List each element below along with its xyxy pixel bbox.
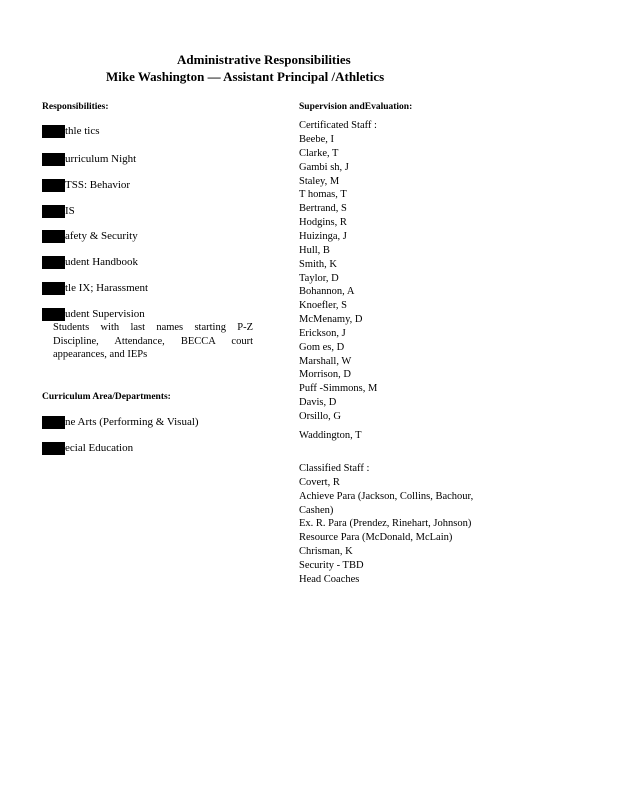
staff-entry: Knoefler, S	[299, 300, 347, 312]
responsibilities-heading: Responsibilities:	[42, 102, 109, 112]
classified-staff-label: Classified Staff :	[299, 463, 370, 474]
staff-entry: Taylor, D	[299, 272, 339, 284]
responsibility-item: udent Handbook	[42, 256, 138, 269]
staff-entry: Ex. R. Para (Prendez, Rinehart, Johnson)	[299, 518, 472, 530]
document-title-line2: Mike Washington — Assistant Principal /Athletics	[106, 69, 385, 84]
staff-entry: Covert, R	[299, 477, 340, 488]
responsibility-item: afety & Security	[42, 230, 138, 243]
supervision-note: Students with last names starting P-Z Discipline, Attendance, BECCA court appearances, and IEPs	[53, 322, 253, 360]
redaction-bar	[42, 230, 65, 243]
responsibility-item: thle tics	[42, 125, 100, 138]
staff-entry: Morrison, D	[299, 369, 351, 381]
responsibility-item: IS	[42, 205, 75, 218]
staff-entry: Puff -Simmons, M	[299, 383, 378, 395]
redaction-bar	[42, 308, 65, 321]
staff-entry: Hodgins, R	[299, 217, 347, 229]
redaction-bar	[42, 125, 65, 138]
staff-entry: Orsillo, G	[299, 411, 341, 422]
staff-entry: Marshall, W	[299, 355, 352, 367]
staff-entry: Chrisman, K	[299, 546, 353, 557]
curriculum-item: ne Arts (Performing & Visual)	[42, 416, 199, 429]
staff-entry: Waddington, T	[299, 430, 362, 441]
staff-entry: Bohannon, A	[299, 286, 355, 298]
staff-entry: T homas, T	[299, 189, 347, 201]
staff-entry: Achieve Para (Jackson, Collins, Bachour,	[299, 490, 474, 502]
certificated-staff-label: Certificated Staff :	[299, 120, 377, 131]
redaction-bar	[42, 179, 65, 192]
staff-entry: Beebe, I	[299, 134, 334, 145]
responsibility-item: udent Supervision	[42, 308, 145, 321]
staff-entry: Gom es, D	[299, 341, 345, 353]
responsibility-item: urriculum Night	[42, 153, 136, 166]
staff-entry: Davis, D	[299, 397, 337, 409]
redaction-bar	[42, 205, 65, 218]
curriculum-heading: Curriculum Area/Departments:	[42, 392, 171, 402]
staff-entry: Smith, K	[299, 258, 337, 270]
document-title-line1: Administrative Responsibilities	[177, 52, 351, 67]
staff-entry: Staley, M	[299, 175, 340, 187]
staff-entry: Resource Para (McDonald, McLain)	[299, 532, 453, 544]
redaction-bar	[42, 416, 65, 429]
staff-entry: Bertrand, S	[299, 203, 347, 215]
staff-entry: Head Coaches	[299, 573, 360, 585]
supervision-heading: Supervision andEvaluation:	[299, 102, 413, 112]
staff-entry: Erickson, J	[299, 327, 346, 339]
staff-entry: Clarke, T	[299, 147, 339, 159]
redaction-bar	[42, 282, 65, 295]
redaction-bar	[42, 256, 65, 269]
staff-entry: McMenamy, D	[299, 314, 363, 326]
staff-entry: Hull, B	[299, 244, 330, 256]
staff-entry: Security - TBD	[299, 559, 364, 571]
staff-entry: Cashen)	[299, 504, 334, 516]
curriculum-item: ecial Education	[42, 442, 133, 455]
staff-entry: Gambi sh, J	[299, 161, 349, 173]
redaction-bar	[42, 153, 65, 166]
responsibility-item: TSS: Behavior	[42, 179, 130, 192]
responsibility-item: tle IX; Harassment	[42, 282, 148, 295]
staff-entry: Huizinga, J	[299, 230, 347, 242]
redaction-bar	[42, 442, 65, 455]
